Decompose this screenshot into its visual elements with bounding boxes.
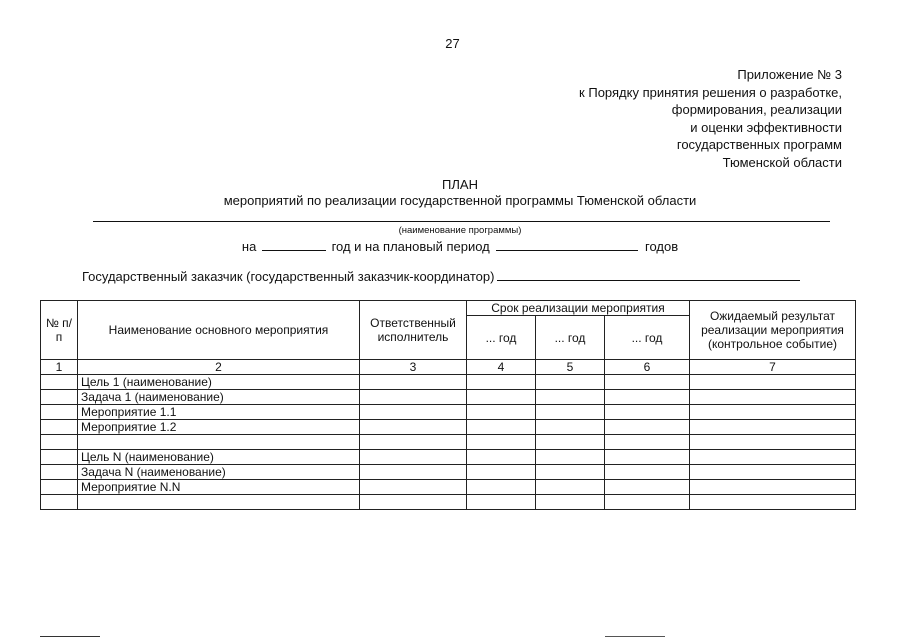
appendix-line: к Порядку принятия решения о разработке,	[579, 84, 842, 100]
appendix-block	[579, 66, 842, 171]
planning-period-blank	[496, 238, 638, 251]
plan-table	[40, 300, 856, 510]
row-label: Мероприятие 1.1	[78, 405, 360, 420]
column-number: 5	[536, 360, 605, 375]
table-row	[41, 435, 856, 450]
page-number: 27	[445, 36, 460, 51]
period-suffix: годов	[644, 239, 679, 254]
appendix-line: Приложение № 3	[737, 67, 842, 82]
table-row	[41, 420, 856, 435]
appendix-line: государственных программ	[676, 137, 842, 152]
period-middle: год и на плановый период	[331, 239, 490, 254]
scan-artifact-line	[605, 636, 665, 638]
header-term-group: Срок реализации мероприятия	[467, 301, 690, 316]
program-name-caption: (наименование программы)	[398, 225, 522, 236]
row-label: Задача N (наименование)	[78, 465, 360, 480]
customer-blank	[497, 268, 800, 281]
row-label: Цель 1 (наименование)	[78, 375, 360, 390]
customer-line	[82, 268, 800, 284]
table-row	[41, 465, 856, 480]
scan-artifact-line	[40, 636, 100, 638]
column-number: 3	[360, 360, 467, 375]
period-prefix: на	[241, 239, 257, 254]
header-executor: Ответственный исполнитель	[360, 301, 467, 360]
period-line	[0, 238, 905, 254]
document-subtitle: мероприятий по реализации государственной программы Тюменской области	[223, 193, 697, 208]
customer-label: Государственный заказчик (государственный заказчик-координатор)	[82, 269, 495, 284]
table-row	[41, 375, 856, 390]
header-year-1: ... год	[467, 316, 536, 360]
row-label: Мероприятие N.N	[78, 480, 360, 495]
table-row	[41, 405, 856, 420]
row-label: Мероприятие 1.2	[78, 420, 360, 435]
header-num: № п/п	[41, 301, 78, 360]
column-number: 1	[41, 360, 78, 375]
column-number-row	[41, 360, 856, 375]
row-label	[78, 435, 360, 450]
program-name-blank	[93, 220, 830, 222]
row-label: Цель N (наименование)	[78, 450, 360, 465]
table-row	[41, 450, 856, 465]
column-number: 4	[467, 360, 536, 375]
table-row	[41, 390, 856, 405]
appendix-line: Тюменской области	[722, 154, 842, 170]
header-year-3: ... год	[605, 316, 690, 360]
document-title: ПЛАН	[442, 177, 478, 192]
header-result: Ожидаемый результат реализации мероприятия (контрольное событие)	[690, 301, 856, 360]
column-number: 6	[605, 360, 690, 375]
row-label	[78, 495, 360, 510]
row-label: Задача 1 (наименование)	[78, 390, 360, 405]
appendix-line: формирования, реализации	[671, 102, 842, 117]
table-row	[41, 480, 856, 495]
table-row	[41, 495, 856, 510]
year-blank	[262, 238, 326, 251]
column-number: 7	[690, 360, 856, 375]
column-number: 2	[78, 360, 360, 375]
appendix-line: и оценки эффективности	[690, 119, 842, 135]
header-name: Наименование основного мероприятия	[78, 301, 360, 360]
header-year-2: ... год	[536, 316, 605, 360]
